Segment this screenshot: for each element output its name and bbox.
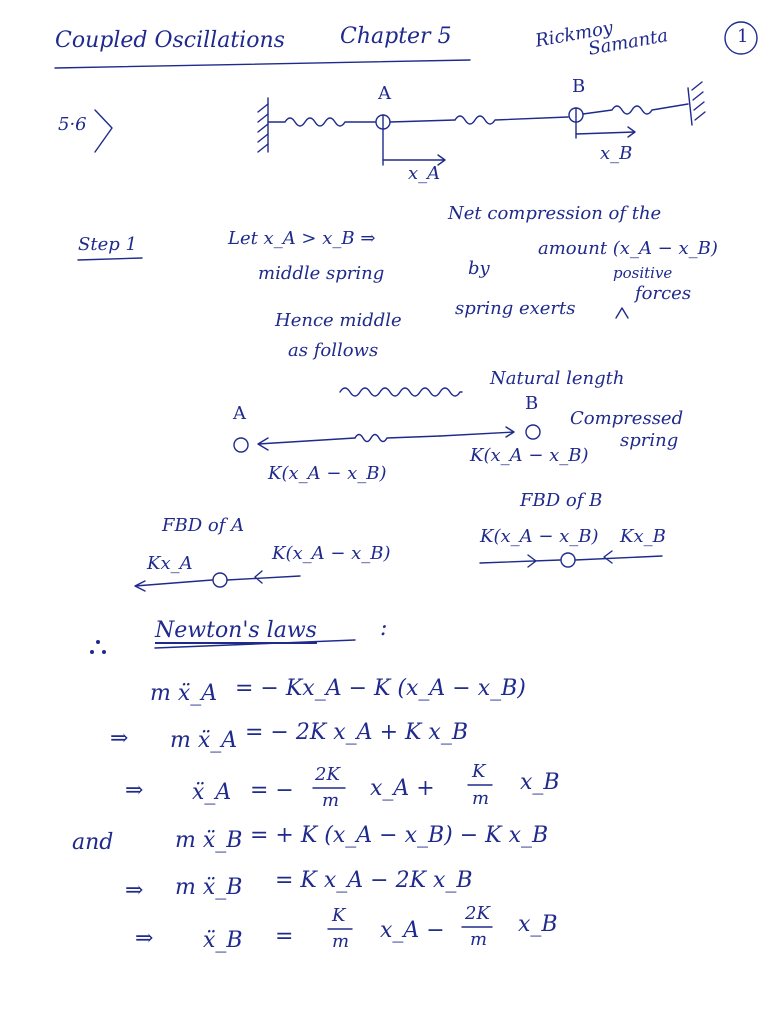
- eq3-term1: x_A +: [370, 776, 435, 801]
- problem-bracket: [95, 110, 112, 152]
- displacement-A: x_A: [408, 163, 441, 184]
- author-last-name: Samanta: [586, 25, 670, 60]
- displacement-B: x_B: [600, 143, 633, 164]
- left-spring: [268, 118, 375, 126]
- eq3-arrow: ⇒: [125, 778, 144, 803]
- eq6-den2: m: [470, 929, 488, 950]
- eq6-arrow: ⇒: [135, 926, 154, 951]
- fbd-A-right-force: K(x_A − x_B): [272, 543, 391, 564]
- step1-by: by: [468, 258, 490, 279]
- eq6-num1: K: [332, 905, 346, 926]
- label-A: A: [378, 83, 391, 104]
- newton-colon: :: [380, 616, 388, 641]
- step1-condition: Let x_A > x_B ⇒: [228, 228, 376, 249]
- header-underline: [55, 60, 470, 68]
- eq6-den1: m: [332, 931, 350, 952]
- eq1-lhs: m ẍ_A: [150, 681, 218, 706]
- newton-laws-heading: Newton's laws: [155, 618, 317, 643]
- force-on-A-label: K(x_A − x_B): [268, 463, 387, 484]
- fbd-A-title: FBD of A: [162, 515, 245, 536]
- fbd-B-left-force: K(x_A − x_B): [480, 526, 599, 547]
- eq5-lhs: m ẍ_B: [175, 875, 243, 900]
- right-spring: [583, 104, 688, 114]
- eq4-lhs: m ẍ_B: [175, 828, 243, 853]
- fbd-A-left-force: Kx_A: [147, 553, 193, 574]
- spring-mass-diagram: [258, 82, 705, 165]
- eq3-den1: m: [322, 790, 340, 811]
- author-first-name: Rickmoy: [533, 17, 615, 52]
- eq3-lhs: ẍ_A: [192, 780, 232, 805]
- eq1-rhs: = − Kx_A − K (x_A − x_B): [235, 676, 526, 701]
- eq3-num2: K: [472, 761, 486, 782]
- eq2-arrow: ⇒: [110, 726, 129, 751]
- eq6-term1: x_A −: [380, 918, 445, 943]
- problem-number: 5·6: [58, 114, 87, 135]
- step1-spring-exerts: spring exerts: [455, 298, 576, 319]
- page-number: 1: [737, 26, 749, 47]
- natural-length-spring: [340, 388, 462, 396]
- eq3-equals: = −: [250, 778, 294, 803]
- mass-B-small: [526, 425, 540, 439]
- step1-net-compression: Net compression of the: [448, 203, 662, 224]
- eq6-lhs: ẍ_B: [203, 928, 243, 953]
- eq3-num1: 2K: [315, 764, 340, 785]
- fbd-A-diagram: [135, 571, 300, 591]
- chapter-label: Chapter 5: [340, 24, 452, 49]
- step1-amount: amount (x_A − x_B): [538, 238, 718, 259]
- eq6-term2: x_B: [518, 912, 558, 937]
- eq3-den2: m: [472, 788, 490, 809]
- force-on-B-label: K(x_A − x_B): [470, 445, 589, 466]
- eq6-num2: 2K: [465, 903, 490, 924]
- eq3-term2: x_B: [520, 770, 560, 795]
- eq6-equals: =: [275, 924, 294, 949]
- natural-length-label: Natural length: [490, 368, 625, 389]
- fbd-B-diagram: [480, 551, 662, 567]
- compressed-label-B: B: [525, 393, 539, 414]
- label-B: B: [572, 76, 586, 97]
- step1-middle-spring: middle spring: [258, 263, 385, 284]
- eq5-arrow: ⇒: [125, 878, 144, 903]
- compressed-spring-label: spring: [620, 430, 679, 451]
- and-label: and: [72, 830, 114, 855]
- step1-as-follows: as follows: [288, 340, 379, 361]
- step1-positive: positive: [613, 264, 673, 282]
- mass-A-small: [234, 438, 248, 452]
- eq5-rhs: = K x_A − 2K x_B: [275, 868, 473, 893]
- compressed-label-A: A: [233, 403, 246, 424]
- step1-hence: Hence middle: [275, 310, 402, 331]
- fbd-B-title: FBD of B: [520, 490, 603, 511]
- middle-spring: [455, 116, 568, 124]
- step-1-heading: Step 1: [78, 234, 137, 255]
- page-title: Coupled Oscillations: [55, 28, 285, 53]
- eq4-rhs: = + K (x_A − x_B) − K x_B: [250, 823, 549, 848]
- fbd-B-right-force: Kx_B: [620, 526, 666, 547]
- arrow-xB: [576, 127, 635, 137]
- step1-forces: forces: [635, 283, 692, 304]
- eq2-rhs: = − 2K x_A + K x_B: [245, 720, 468, 745]
- eq2-lhs: m ẍ_A: [170, 728, 238, 753]
- compressed-label: Compressed: [570, 408, 684, 429]
